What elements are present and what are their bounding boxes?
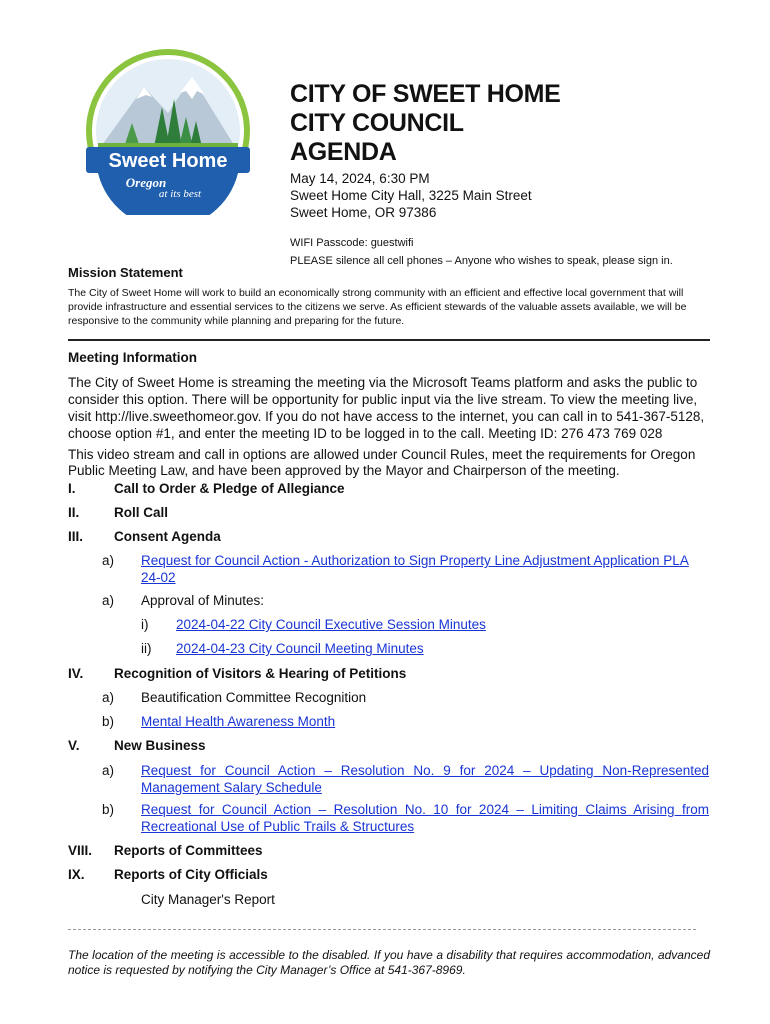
- wifi-passcode: WIFI Passcode: guestwifi: [290, 237, 414, 249]
- executive-minutes-link[interactable]: 2024-04-22 City Council Executive Session Minutes: [176, 617, 486, 632]
- mission-text: The City of Sweet Home will work to build an economically strong community with an efficient and effective local government that will provide infrastructure and essential services to the citizens we serve. As efficient stewards of the valuable assets available, we will be responsive to the community while planning and preparing for the future.: [68, 287, 687, 327]
- agenda-title: [290, 80, 561, 167]
- section-number: II.: [68, 505, 80, 520]
- section-title: Reports of Committees: [114, 843, 263, 858]
- section-title: New Business: [114, 738, 206, 753]
- item-label: b): [102, 714, 115, 729]
- pla-24-02-link[interactable]: Request for Council Action - Authorization to Sign Property Line Adjustment Application PLA 24-02: [141, 553, 689, 585]
- item-label: a): [102, 690, 115, 705]
- section-number: I.: [68, 481, 76, 496]
- item-label: a): [102, 593, 115, 608]
- title-agenda: AGENDA: [290, 138, 397, 166]
- subitem-label: ii): [141, 641, 152, 656]
- meeting-info-paragraph-2: This video stream and call in options are allowed under Council Rules, meet the requirements for Oregon Public Meeting Law, and have been approved by the Mayor and Chairperson of the meeting.: [68, 447, 696, 478]
- meeting-info-heading: Meeting Information: [68, 350, 197, 365]
- meeting-info-paragraph-1: The City of Sweet Home is streaming the meeting via the Microsoft Teams platform and asks the public to consider this option. There will be opportunity for public input via the live stream. To view the meeting live, visit http://live.sweethomeor.gov. If you do not have access to the internet, you can call in to 541-367-5128, choose option #1, and enter the meeting ID to be logged in to the call. Meeting ID: 276 473 769 028: [68, 375, 705, 441]
- meeting-date: May 14, 2024, 6:30 PM: [290, 171, 430, 186]
- section-title: Reports of City Officials: [114, 867, 268, 882]
- meeting-location-city: Sweet Home, OR 97386: [290, 205, 437, 220]
- section-number: IX.: [68, 867, 85, 882]
- resolution-9-link[interactable]: Request for Council Action – Resolution No. 9 for 2024 – Updating Non-Represented Management Salary Schedule: [141, 763, 709, 795]
- section-title: Recognition of Visitors & Hearing of Petitions: [114, 666, 407, 681]
- notices: [290, 234, 673, 270]
- item-label: b): [102, 802, 115, 817]
- title-council: CITY COUNCIL: [290, 109, 464, 137]
- section-number: III.: [68, 529, 84, 544]
- title-city: CITY OF SWEET HOME: [290, 80, 561, 108]
- section-title: Roll Call: [114, 505, 169, 520]
- section-number: VIII.: [68, 843, 93, 858]
- mental-health-link[interactable]: Mental Health Awareness Month: [141, 714, 336, 729]
- logo-tagline-oregon: Oregon: [125, 175, 167, 190]
- logo-tagline-best: at its best: [158, 188, 202, 200]
- subitem-label: i): [141, 617, 149, 632]
- item-text: Beautification Committee Recognition: [141, 690, 367, 705]
- footer-divider: [68, 929, 696, 930]
- city-manager-report: City Manager's Report: [141, 892, 275, 907]
- meeting-minutes-link[interactable]: 2024-04-23 City Council Meeting Minutes: [176, 641, 424, 656]
- resolution-10-link[interactable]: Request for Council Action – Resolution No. 10 for 2024 – Limiting Claims Arising from Recreational Use of Public Trails & Structures: [141, 802, 709, 834]
- mission-heading: Mission Statement: [68, 265, 183, 280]
- accessibility-notice: The location of the meeting is accessible to the disabled. If you have a disability that requires accommodation, advanced notice is requested by notifying the City Manager’s Office at 541-367-8969.: [68, 948, 710, 977]
- item-text: Approval of Minutes:: [141, 593, 265, 608]
- sweet-home-logo: [84, 47, 252, 215]
- meeting-details: [290, 170, 532, 221]
- item-label: a): [102, 553, 115, 568]
- section-number: V.: [68, 738, 80, 753]
- section-title: Consent Agenda: [114, 529, 221, 544]
- logo-name: Sweet Home: [108, 150, 228, 172]
- section-title: Call to Order & Pledge of Allegiance: [114, 481, 345, 496]
- item-label: a): [102, 763, 115, 778]
- meeting-location-street: Sweet Home City Hall, 3225 Main Street: [290, 188, 532, 203]
- cell-phone-notice: PLEASE silence all cell phones – Anyone who wishes to speak, please sign in.: [290, 255, 673, 267]
- section-number: IV.: [68, 666, 84, 681]
- divider: [68, 339, 710, 341]
